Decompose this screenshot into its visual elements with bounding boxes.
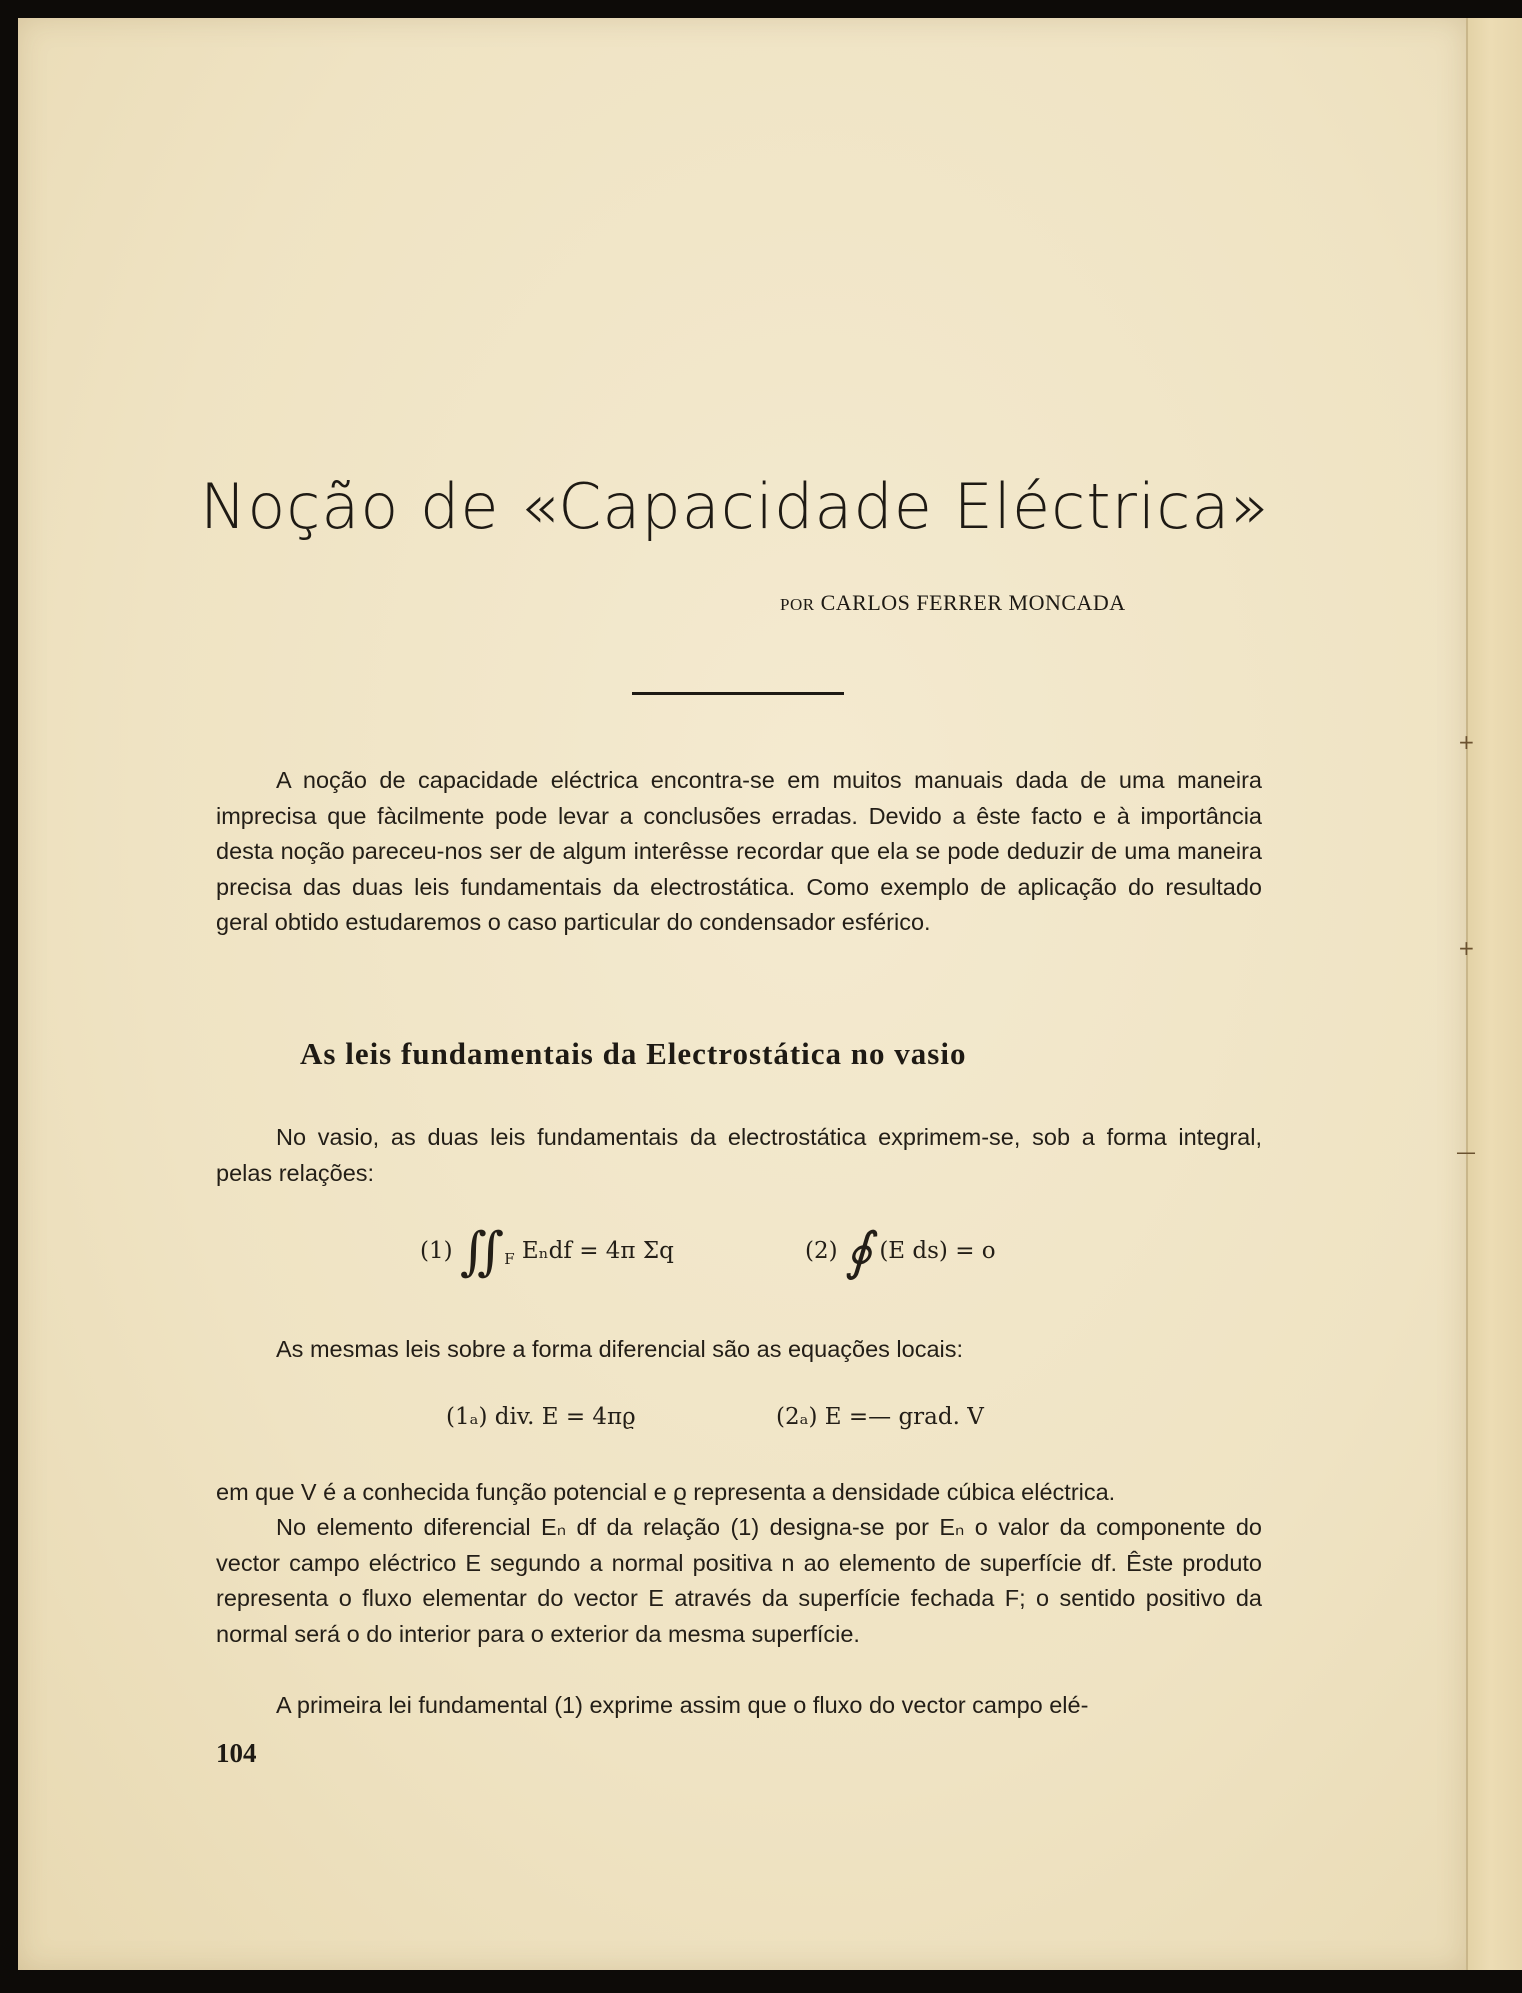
book-page bbox=[18, 18, 1466, 1970]
title-divider bbox=[632, 692, 844, 695]
byline bbox=[780, 590, 1210, 616]
next-page-edge bbox=[1466, 18, 1522, 1970]
double-integral-symbol: ∬ bbox=[459, 1222, 505, 1282]
equation-1a-label: (1ₐ) bbox=[446, 1404, 488, 1430]
section-paragraph-4: No elemento diferencial Eₙ df da relação (1) designa-se por Eₙ o valor da componente do vector campo eléctrico E segundo a normal positiva n ao elemento de superfície df. Êste produto representa o fluxo elementar do vector E através da superfície fechada F; o sentido positivo da normal será o do interior para o exterior da mesma superfície. bbox=[216, 1514, 1262, 1647]
equation-2a bbox=[776, 1404, 984, 1430]
equation-1a bbox=[446, 1404, 636, 1430]
equation-2 bbox=[805, 1222, 996, 1282]
section-paragraph-2: As mesmas leis sobre a forma diferencial são as equações locais: bbox=[276, 1336, 964, 1362]
binding-mark-icon: — bbox=[1456, 1140, 1476, 1164]
equation-1a-body: div. E = 4πϱ bbox=[494, 1404, 636, 1430]
section-heading: As leis fundamentais da Electrostática no vasio bbox=[300, 1036, 967, 1071]
equation-2a-label: (2ₐ) bbox=[776, 1404, 818, 1430]
equation-1 bbox=[420, 1222, 674, 1282]
section-paragraph-1: No vasio, as duas leis fundamentais da electrostática exprimem-se, sob a forma integral, pelas relações: bbox=[216, 1124, 1262, 1186]
equation-2a-body: E =— grad. V bbox=[824, 1404, 984, 1430]
section-paragraph-5: A primeira lei fundamental (1) exprime assim que o fluxo do vector campo elé- bbox=[276, 1692, 1089, 1718]
article-title: Noção de «Capacidade Eléctrica» bbox=[200, 470, 1270, 543]
equation-1-body: Eₙdf = 4π Σq bbox=[521, 1238, 674, 1264]
binding-mark-icon: + bbox=[1458, 936, 1475, 960]
equation-2-label: (2) bbox=[805, 1238, 838, 1264]
contour-integral-symbol: ∮ bbox=[844, 1222, 872, 1282]
page-number: 104 bbox=[216, 1738, 257, 1768]
equation-2-body: (E ds) = o bbox=[879, 1238, 996, 1264]
equation-1-label: (1) bbox=[420, 1238, 453, 1264]
binding-mark-icon: + bbox=[1458, 730, 1475, 754]
intro-paragraph: A noção de capacidade eléctrica encontra-se em muitos manuais dada de uma maneira imprecisa que fàcilmente pode levar a conclusões erradas. Devido a êste facto e à importância desta noção pareceu-nos ser de algum interêsse recordar que ela se pode deduzir de uma maneira precisa das duas leis fundamentais da electrostática. Como exemplo de aplicação do resultado geral obtido estudaremos o caso particular do condensador esférico. bbox=[216, 767, 1262, 935]
scan-border bbox=[0, 1970, 1522, 1993]
section-paragraph-3: em que V é a conhecida função potencial e ϱ representa a densidade cúbica eléctrica. bbox=[216, 1479, 1116, 1505]
integral-subscript: F bbox=[504, 1250, 515, 1268]
byline-prefix: POR bbox=[780, 595, 815, 614]
author-name: CARLOS FERRER MONCADA bbox=[820, 590, 1126, 615]
